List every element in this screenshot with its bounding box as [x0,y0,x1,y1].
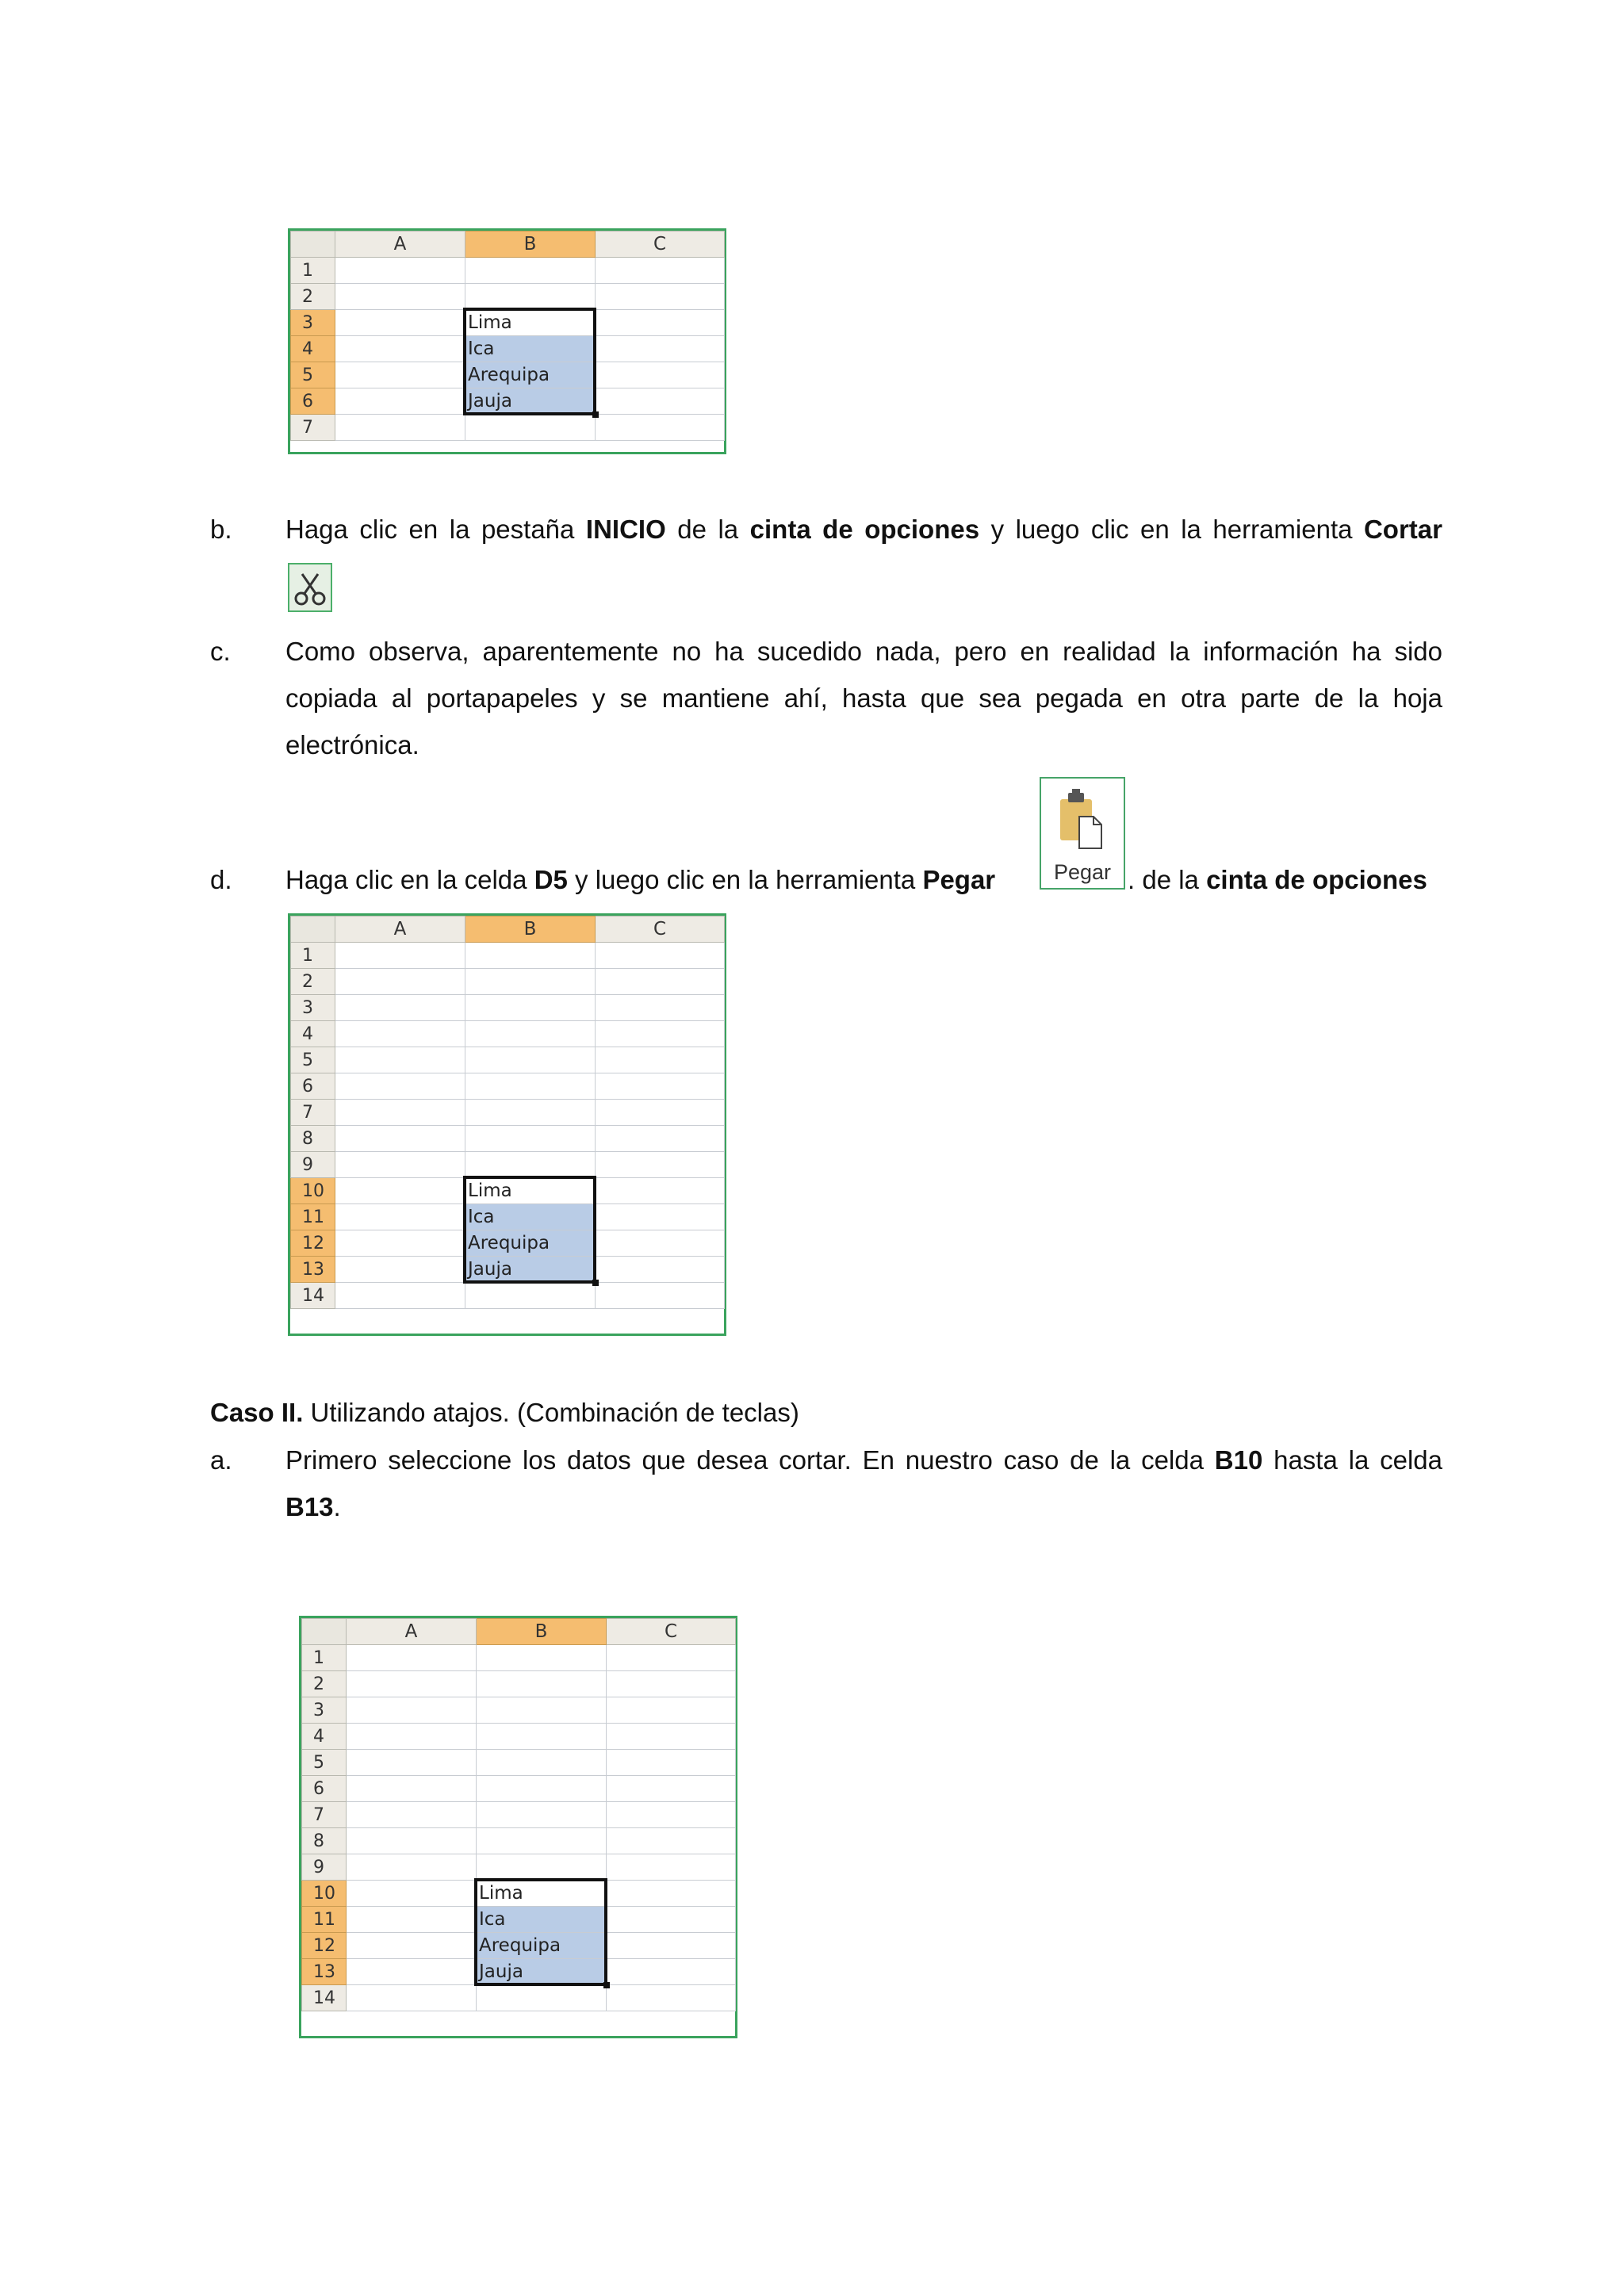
cut-tool-button[interactable] [288,563,332,612]
sheet-row [291,969,725,995]
cell-b13[interactable]: Jauja [465,1257,596,1283]
cell-a7[interactable] [335,1100,465,1126]
sheet-row [291,258,725,284]
sheet-row [291,388,725,415]
cell-a5[interactable] [335,362,465,388]
row-header-6[interactable]: 6 [302,1776,347,1802]
step-a-marker: a. [210,1445,232,1475]
cell-c9[interactable] [596,1152,725,1178]
cell-b2[interactable] [465,284,596,310]
cell-b14[interactable] [465,1283,596,1309]
cell-c11[interactable] [607,1907,736,1933]
column-header-c[interactable]: C [596,916,725,943]
spreadsheet-figure-1 [288,228,726,454]
cell-b4[interactable] [477,1724,607,1750]
cell-c9[interactable] [607,1854,736,1881]
cell-b4[interactable]: Ica [465,336,596,362]
column-header-a[interactable]: A [335,232,465,258]
row-header-14[interactable]: 14 [302,1985,347,2011]
cell-b3[interactable] [465,995,596,1021]
spreadsheet-figure-2 [288,913,726,1336]
spreadsheet-figure-3 [299,1616,737,2038]
select-all-corner[interactable] [291,916,335,943]
row-header-7[interactable]: 7 [291,415,335,441]
cell-a12[interactable] [347,1933,477,1959]
cell-c2[interactable] [607,1671,736,1697]
cell-c12[interactable] [596,1230,725,1257]
row-header-10[interactable]: 10 [302,1881,347,1907]
cell-a9[interactable] [347,1854,477,1881]
row-header-9[interactable]: 9 [291,1152,335,1178]
clipboard-icon [1041,779,1124,861]
row-header-4[interactable]: 4 [302,1724,347,1750]
cell-c6[interactable] [596,388,725,415]
sheet-row [291,1100,725,1126]
cell-c13[interactable] [607,1959,736,1985]
cell-a6[interactable] [335,1073,465,1100]
sheet-row [302,1750,736,1776]
cell-a7[interactable] [347,1802,477,1828]
cell-c7[interactable] [596,1100,725,1126]
caso-ii-heading: Caso II. Utilizando atajos. (Combinación de teclas) [210,1398,799,1427]
row-header-9[interactable]: 9 [302,1854,347,1881]
sheet-row [302,1697,736,1724]
row-header-2[interactable]: 2 [291,969,335,995]
row-header-1[interactable]: 1 [291,943,335,969]
row-header-3[interactable]: 3 [291,995,335,1021]
row-header-6[interactable]: 6 [291,388,335,415]
step-d-marker: d. [210,865,232,894]
cell-b6[interactable] [465,1073,596,1100]
sheet-grid [290,916,725,1309]
cell-a8[interactable] [347,1828,477,1854]
cell-c13[interactable] [596,1257,725,1283]
cell-a1[interactable] [335,258,465,284]
cell-a11[interactable] [347,1907,477,1933]
sheet-row [291,1230,725,1257]
cell-c3[interactable] [596,995,725,1021]
cell-b3[interactable]: Lima [465,310,596,336]
cell-b11[interactable]: Ica [465,1204,596,1230]
cell-c7[interactable] [607,1802,736,1828]
row-header-2[interactable]: 2 [302,1671,347,1697]
cell-c3[interactable] [607,1697,736,1724]
cell-a4[interactable] [335,1021,465,1047]
step-b-marker: b. [210,515,232,544]
sheet-row [291,415,725,441]
column-header-a[interactable]: A [335,916,465,943]
cell-c8[interactable] [596,1126,725,1152]
cell-c5[interactable] [596,1047,725,1073]
cell-b9[interactable] [465,1152,596,1178]
cell-a7[interactable] [335,415,465,441]
row-header-7[interactable]: 7 [291,1100,335,1126]
cell-a1[interactable] [347,1645,477,1671]
row-header-2[interactable]: 2 [291,284,335,310]
cell-c1[interactable] [596,258,725,284]
step-d-text-right: . de la cinta de opciones [1128,865,1427,894]
sheet-row [291,943,725,969]
cell-c1[interactable] [596,943,725,969]
row-header-11[interactable]: 11 [291,1204,335,1230]
cell-a10[interactable] [335,1178,465,1204]
cell-b10[interactable]: Lima [477,1881,607,1907]
sheet-row [302,1985,736,2011]
sheet-row [291,284,725,310]
column-header-c[interactable]: C [607,1619,736,1645]
column-header-a[interactable]: A [347,1619,477,1645]
cell-a4[interactable] [335,336,465,362]
row-header-11[interactable]: 11 [302,1907,347,1933]
step-b-text: Haga clic en la pestaña INICIO de la cinta de opciones y luego clic en la herramienta Cortar [285,515,1442,544]
cell-b8[interactable] [477,1828,607,1854]
scissors-icon [289,564,331,610]
sheet-row [302,1933,736,1959]
cell-c6[interactable] [596,1073,725,1100]
cell-a12[interactable] [335,1230,465,1257]
row-header-12[interactable]: 12 [291,1230,335,1257]
row-header-3[interactable]: 3 [302,1697,347,1724]
cell-a5[interactable] [347,1750,477,1776]
step-c-marker: c. [210,637,231,666]
cell-c5[interactable] [596,362,725,388]
cell-b7[interactable] [465,1100,596,1126]
cell-b7[interactable] [477,1802,607,1828]
cell-b6[interactable]: Jauja [465,388,596,415]
cell-a14[interactable] [347,1985,477,2011]
sheet-row [302,1907,736,1933]
row-header-4[interactable]: 4 [291,1021,335,1047]
cell-b10[interactable]: Lima [465,1178,596,1204]
sheet-row [291,1283,725,1309]
sheet-row [291,1021,725,1047]
cell-b8[interactable] [465,1126,596,1152]
cell-b12[interactable]: Arequipa [477,1933,607,1959]
cell-b1[interactable] [465,943,596,969]
cell-c11[interactable] [596,1204,725,1230]
cell-a2[interactable] [347,1671,477,1697]
cell-c2[interactable] [596,284,725,310]
cell-b7[interactable] [465,415,596,441]
row-header-1[interactable]: 1 [291,258,335,284]
cell-a13[interactable] [347,1959,477,1985]
row-header-13[interactable]: 13 [291,1257,335,1283]
cell-a2[interactable] [335,969,465,995]
cell-c4[interactable] [596,1021,725,1047]
step-d [210,856,1447,904]
select-all-corner[interactable] [302,1619,347,1645]
sheet-row [291,336,725,362]
select-all-corner[interactable] [291,232,335,258]
sheet-row [291,1073,725,1100]
cell-b4[interactable] [465,1021,596,1047]
sheet-row [291,310,725,336]
cell-a4[interactable] [347,1724,477,1750]
cell-a10[interactable] [347,1881,477,1907]
cell-b6[interactable] [477,1776,607,1802]
cell-a11[interactable] [335,1204,465,1230]
cell-c6[interactable] [607,1776,736,1802]
cell-c14[interactable] [596,1283,725,1309]
column-header-b[interactable]: B [465,232,596,258]
sheet-row [302,1645,736,1671]
cell-c12[interactable] [607,1933,736,1959]
sheet-row [291,1178,725,1204]
cell-b5[interactable]: Arequipa [465,362,596,388]
step-a [210,1437,1447,1532]
sheet-row [302,1671,736,1697]
sheet-row [302,1802,736,1828]
sheet-row [302,1881,736,1907]
paste-label: Pegar [1053,860,1112,884]
cell-c10[interactable] [596,1178,725,1204]
step-c [210,628,1447,771]
cell-a9[interactable] [335,1152,465,1178]
sheet-row [302,1854,736,1881]
cell-c7[interactable] [596,415,725,441]
cell-a1[interactable] [335,943,465,969]
cell-a6[interactable] [335,388,465,415]
row-header-3[interactable]: 3 [291,310,335,336]
row-header-13[interactable]: 13 [302,1959,347,1985]
cell-b1[interactable] [477,1645,607,1671]
column-header-b[interactable]: B [465,916,596,943]
sheet-row [291,1257,725,1283]
cell-c10[interactable] [607,1881,736,1907]
row-header-1[interactable]: 1 [302,1645,347,1671]
cell-c8[interactable] [607,1828,736,1854]
row-header-5[interactable]: 5 [291,1047,335,1073]
row-header-8[interactable]: 8 [291,1126,335,1152]
cell-a2[interactable] [335,284,465,310]
row-header-7[interactable]: 7 [302,1802,347,1828]
row-header-5[interactable]: 5 [291,362,335,388]
sheet-row [291,1152,725,1178]
sheet-row [291,1204,725,1230]
column-header-b[interactable]: B [477,1619,607,1645]
cell-b2[interactable] [465,969,596,995]
cell-b2[interactable] [477,1671,607,1697]
cell-c5[interactable] [607,1750,736,1776]
cell-a3[interactable] [335,310,465,336]
cell-a3[interactable] [347,1697,477,1724]
column-header-row [291,232,725,258]
step-d-text-left: Haga clic en la celda D5 y luego clic en la herramienta Pegar [285,865,996,894]
cell-b9[interactable] [477,1854,607,1881]
cell-b12[interactable]: Arequipa [465,1230,596,1257]
column-header-c[interactable]: C [596,232,725,258]
cell-c3[interactable] [596,310,725,336]
row-header-5[interactable]: 5 [302,1750,347,1776]
cell-b5[interactable] [465,1047,596,1073]
row-header-4[interactable]: 4 [291,336,335,362]
step-b [210,506,1447,617]
cell-c14[interactable] [607,1985,736,2011]
column-header-row [302,1619,736,1645]
sheet-row [291,995,725,1021]
cell-a14[interactable] [335,1283,465,1309]
row-header-6[interactable]: 6 [291,1073,335,1100]
sheet-row [302,1776,736,1802]
cell-c4[interactable] [596,336,725,362]
sheet-row [302,1959,736,1985]
cell-a6[interactable] [347,1776,477,1802]
step-c-text: Como observa, aparentemente no ha sucedido nada, pero en realidad la información ha sido copiada al portapapeles y se mantiene ahí, hasta que sea pegada en otra parte de la hoja electrónica. [285,637,1442,760]
cell-a8[interactable] [335,1126,465,1152]
cell-c2[interactable] [596,969,725,995]
row-header-12[interactable]: 12 [302,1933,347,1959]
cell-b11[interactable]: Ica [477,1907,607,1933]
cell-a3[interactable] [335,995,465,1021]
cell-b13[interactable]: Jauja [477,1959,607,1985]
cell-c4[interactable] [607,1724,736,1750]
cell-b5[interactable] [477,1750,607,1776]
cell-b14[interactable] [477,1985,607,2011]
sheet-row [291,1047,725,1073]
row-header-8[interactable]: 8 [302,1828,347,1854]
step-a-text: Primero seleccione los datos que desea cortar. En nuestro caso de la celda B10 hasta la celda B13. [285,1445,1442,1521]
sheet-row [291,1126,725,1152]
row-header-10[interactable]: 10 [291,1178,335,1204]
sheet-row [302,1724,736,1750]
cell-b3[interactable] [477,1697,607,1724]
cell-a13[interactable] [335,1257,465,1283]
cell-a5[interactable] [335,1047,465,1073]
sheet-grid [290,231,725,441]
row-header-14[interactable]: 14 [291,1283,335,1309]
sheet-row [291,362,725,388]
sheet-row [302,1828,736,1854]
cell-b1[interactable] [465,258,596,284]
column-header-row [291,916,725,943]
cell-c1[interactable] [607,1645,736,1671]
sheet-grid [301,1618,736,2011]
